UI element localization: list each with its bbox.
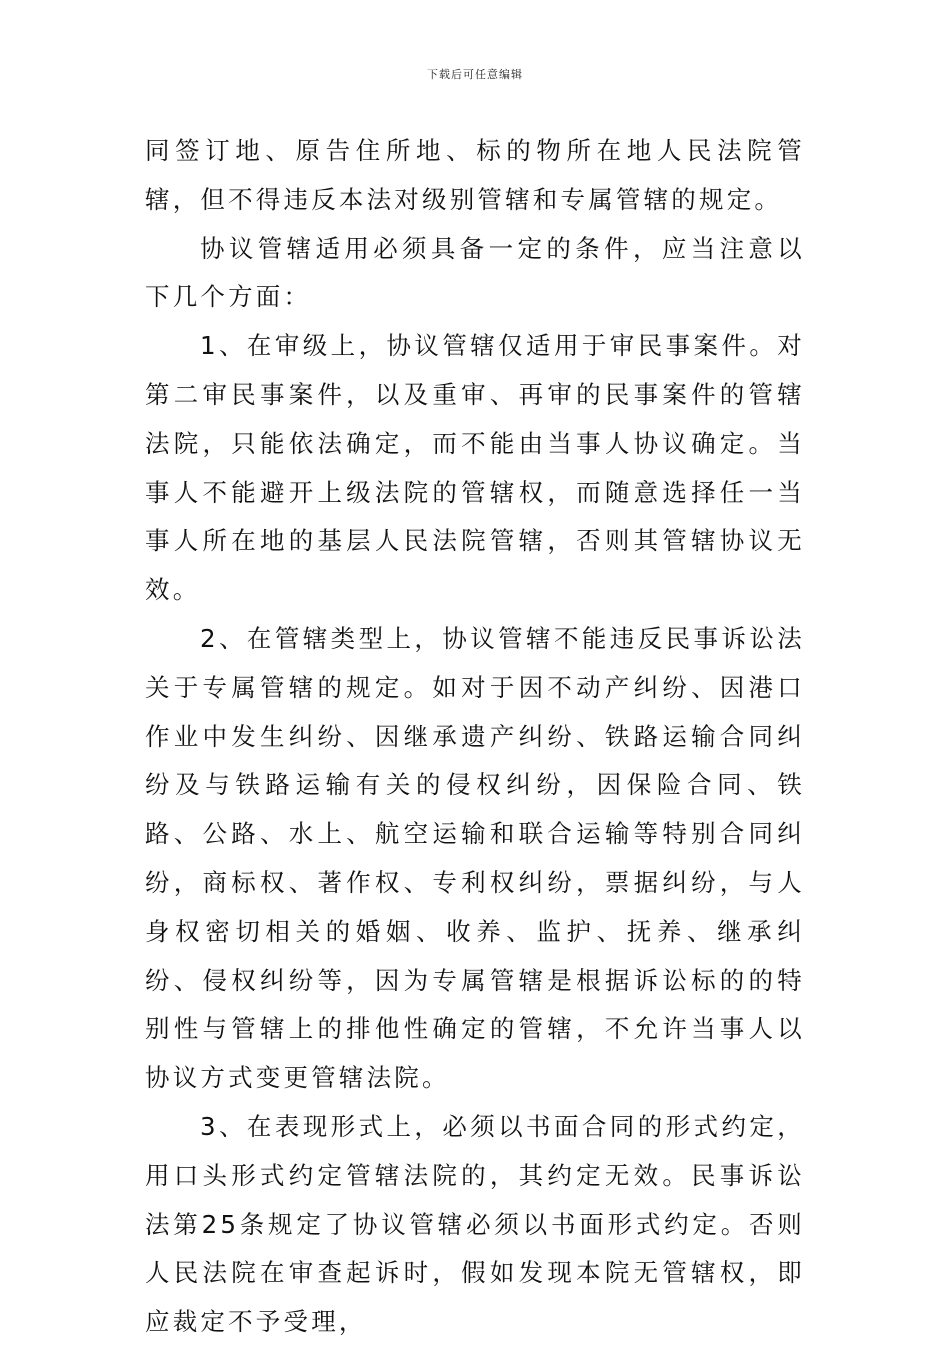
paragraph-point-3: 3、在表现形式上，必须以书面合同的形式约定，用口头形式约定管辖法院的，其约定无效。民事诉讼法第25条规定了协议管辖必须以书面形式约定。否则人民法院在审查起诉时，假如发现本院无管辖权，即应裁定不予受理， bbox=[145, 1111, 805, 1337]
page-header: 下载后可任意编辑 bbox=[427, 68, 523, 81]
paragraph-point-1: 1、在审级上，协议管辖仅适用于审民事案件。对第二审民事案件，以及重审、再审的民事案件的管辖法院，只能依法确定，而不能由当事人协议确定。当事人不能避开上级法院的管辖权，而随意选择任一当事人所在地的基层人民法院管辖，否则其管辖协议无效。 bbox=[145, 331, 805, 605]
paragraph-continuation: 同签订地、原告住所地、标的物所在地人民法院管辖，但不得违反本法对级别管辖和专属管辖的规定。 bbox=[145, 136, 805, 214]
paragraph-point-2: 2、在管辖类型上，协议管辖不能违反民事诉讼法关于专属管辖的规定。如对于因不动产纠纷、因港口作业中发生纠纷、因继承遗产纠纷、铁路运输合同纠纷及与铁路运输有关的侵权纠纷，因保险合同、铁路、公路、水上、航空运输和联合运输等特别合同纠纷，商标权、著作权、专利权纠纷，票据纠纷，与人身权密切相关的婚姻、收养、监护、抚养、继承纠纷、侵权纠纷等，因为专属管辖是根据诉讼标的的特别性与管辖上的排他性确定的管辖，不允许当事人以协议方式变更管辖法院。 bbox=[145, 623, 805, 1093]
paragraph-conditions-intro: 协议管辖适用必须具备一定的条件，应当注意以下几个方面： bbox=[145, 233, 805, 312]
document-body bbox=[145, 127, 805, 1347]
